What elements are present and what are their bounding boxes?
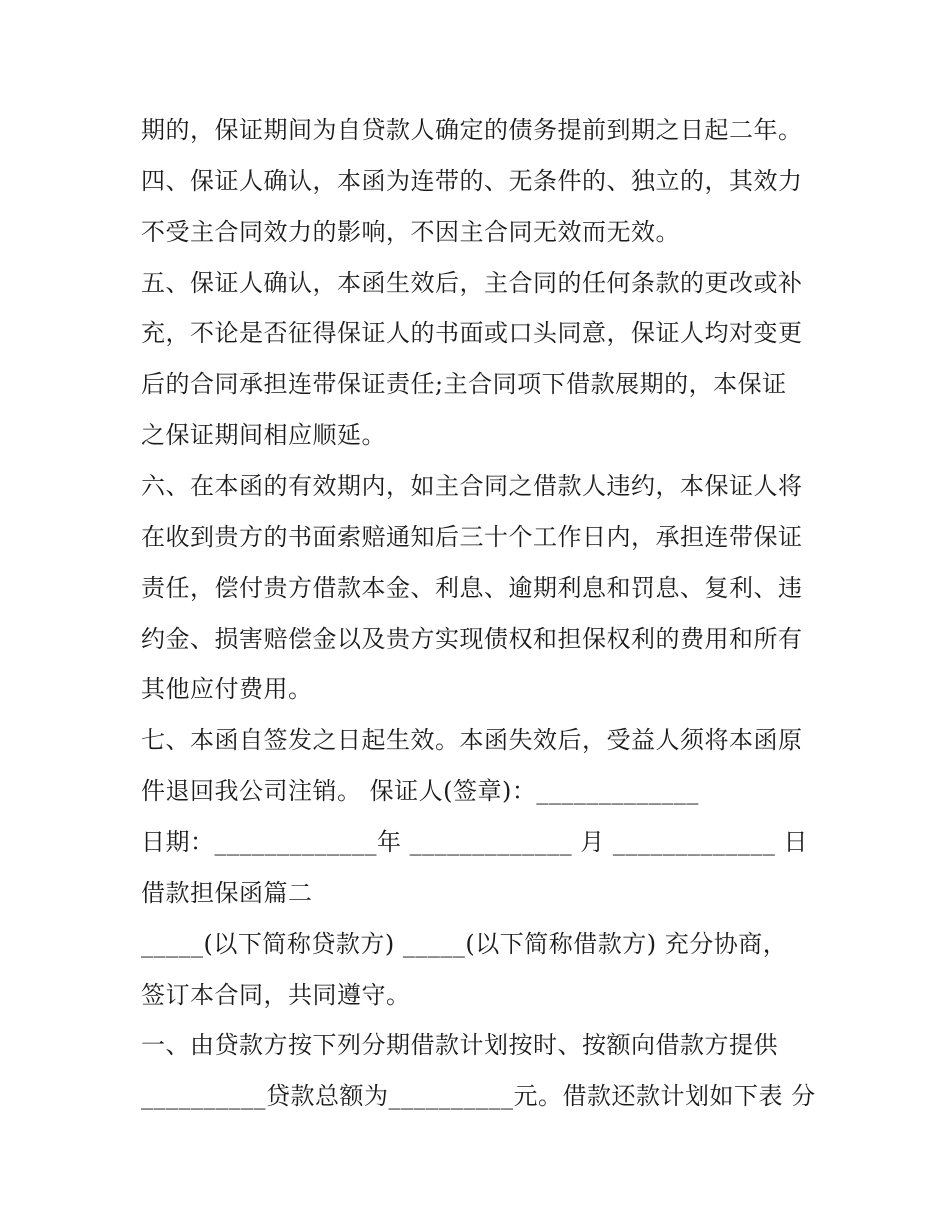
text-line-17: _____(以下简称贷款方) _____(以下简称借款方) 充分协商，: [141, 930, 788, 958]
text-line-14: 件退回我公司注销。 保证人(签章)：_____________: [141, 777, 699, 805]
text-line-18: 签订本合同，共同遵守。: [141, 981, 411, 1009]
text-line-3: 不受主合同效力的影响，不因主合同无效而无效。: [141, 218, 680, 246]
section-heading: 借款担保函篇二: [141, 879, 313, 907]
text-line-6: 后的合同承担连带保证责任;主合同项下借款展期的，本保证: [141, 370, 787, 398]
text-line-19: 一、由贷款方按下列分期借款计划按时、按额向借款方提供: [141, 1031, 778, 1059]
text-line-5: 充，不论是否征得保证人的书面或口头同意，保证人均对变更: [141, 319, 803, 347]
text-line-2: 四、保证人确认，本函为连带的、无条件的、独立的，其效力: [141, 167, 803, 195]
text-line-9: 在收到贵方的书面索赔通知后三十个工作日内，承担连带保证: [141, 523, 803, 551]
text-line-13: 七、本函自签发之日起生效。本函失效后，受益人须将本函原: [141, 726, 803, 754]
text-line-10: 责任，偿付贵方借款本金、利息、逾期利息和罚息、复利、违: [141, 574, 803, 602]
text-line-11: 约金、损害赔偿金以及贵方实现债权和担保权利的费用和所有: [141, 625, 803, 653]
text-line-12: 其他应付费用。: [141, 675, 313, 703]
text-line-20: __________贷款总额为__________元。借款还款计划如下表 分: [141, 1082, 816, 1110]
text-line-4: 五、保证人确认，本函生效后，主合同的任何条款的更改或补: [141, 269, 803, 297]
text-line-15: 日期：_____________年 _____________ 月 _____________ 日: [141, 828, 809, 856]
text-line-7: 之保证期间相应顺延。: [141, 421, 386, 449]
text-line-1: 期的，保证期间为自贷款人确定的债务提前到期之日起二年。: [141, 116, 803, 144]
text-line-8: 六、在本函的有效期内，如主合同之借款人违约，本保证人将: [141, 472, 803, 500]
